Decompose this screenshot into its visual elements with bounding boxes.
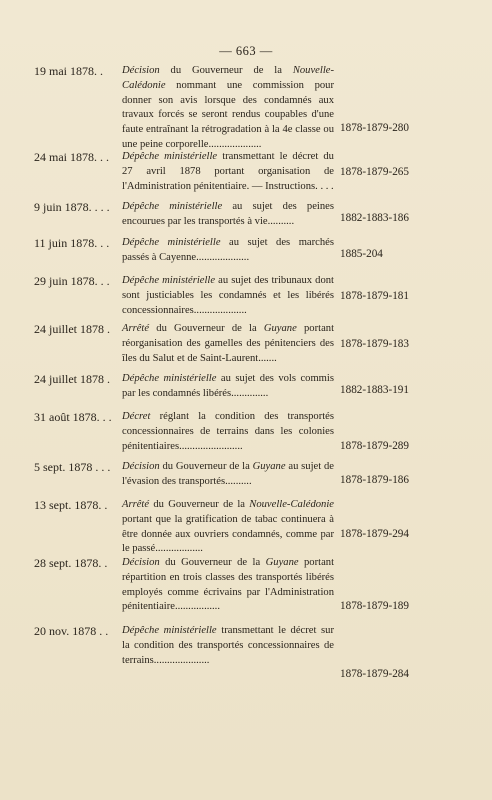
entry-reference: 1878-1879-186 (340, 474, 409, 486)
entry-reference: 1878-1879-294 (340, 528, 409, 540)
entry-italic-term: Décision (122, 65, 160, 76)
entry-date: 11 juin 1878. . . (34, 236, 110, 250)
entry-description (122, 64, 334, 153)
entry-description (122, 624, 334, 668)
entry-description (122, 322, 334, 366)
entry-italic-term: Guyane (265, 557, 299, 568)
entry-italic-term: Dépêche ministérielle (122, 373, 217, 384)
entry-date: 24 juillet 1878 . (34, 372, 110, 386)
entry-italic-term: Arrêté (122, 323, 150, 334)
entry-date: 24 mai 1878. . . (34, 150, 109, 164)
entry-reference: 1878-1879-280 (340, 122, 409, 134)
entry-italic-term: Décision (122, 557, 160, 568)
entry-text: portant réorganisation des gamelles des pénitenciers des îles du Salut et de Saint-Laurent....... (122, 323, 335, 364)
entry-text: portant que la gratification de tabac continuera à être donnée aux ouvriers condamnés, comme par le passé.................. (122, 513, 334, 555)
entry-reference: 1882-1883-186 (340, 212, 409, 224)
entry-date: 13 sept. 1878. . (34, 498, 108, 512)
entry-text: portant répartition en trois classes des transportés libérés employés comme écrivains par l'Administration pénitentiaire................. (122, 557, 335, 613)
entry-italic-term: Dépêche ministérielle (122, 275, 216, 286)
entry-date: 29 juin 1878. . . (34, 274, 110, 288)
entry-reference: 1878-1879-265 (340, 166, 409, 178)
entry-reference: 1882-1883-191 (340, 384, 409, 396)
entry-text: du Gouverneur de la (159, 65, 293, 76)
entry-italic-term: Dépêche ministérielle (122, 237, 221, 248)
entry-italic-term: Arrêté (122, 499, 150, 510)
entry-reference: 1878-1879-284 (340, 668, 409, 680)
entry-reference: 1885-204 (340, 248, 383, 260)
entry-reference: 1878-1879-183 (340, 338, 409, 350)
entry-description (122, 556, 334, 615)
entry-description (122, 460, 334, 490)
entry-reference: 1878-1879-289 (340, 440, 409, 452)
entry-description (122, 236, 334, 266)
entry-italic-term: Nouvelle-Calédonie (249, 499, 334, 510)
entry-text: du Gouverneur de la (159, 557, 266, 568)
entry-date: 20 nov. 1878 . . (34, 624, 109, 638)
entry-date: 31 août 1878. . . (34, 410, 112, 424)
entry-description (122, 274, 334, 318)
entry-description (122, 150, 334, 194)
entry-date: 24 juillet 1878 . (34, 322, 110, 336)
entry-description (122, 410, 334, 454)
entry-description (122, 372, 334, 402)
entry-date: 9 juin 1878. . . . (34, 200, 110, 214)
entry-date: 28 sept. 1878. . (34, 556, 108, 570)
entry-description (122, 498, 334, 557)
entry-reference: 1878-1879-181 (340, 290, 409, 302)
entry-text: transmettant le décret du 27 avril 1878 portant organisation de l'Administration pénitentiaire. — Instructions. . . . (122, 151, 334, 192)
entry-date: 19 mai 1878. . (34, 64, 103, 78)
entry-text: au sujet des peines encourues par les transportés à vie.......... (122, 201, 334, 227)
entry-italic-term: Dépêche ministérielle (122, 201, 223, 212)
entry-date: 5 sept. 1878 . . . (34, 460, 111, 474)
entry-text: au sujet des marchés passés à Cayenne.................... (122, 237, 334, 263)
entry-italic-term: Décret (122, 411, 151, 422)
entry-text: réglant la condition des transportés concessionnaires de terrains dans les colonies pénitentiaires........................ (122, 411, 334, 452)
entry-text: nommant une commission pour donner son avis lorsque des condamnés aux travaux forcés se seront rendus coupables d'une faute entraînant la rétrogradation à la 4e classe ou une peine corporelle.................... (122, 79, 334, 150)
entry-text: du Gouverneur de la (159, 461, 253, 472)
entry-italic-term: Guyane (252, 461, 286, 472)
entry-text: au sujet des vols commis par les condamnés libérés.............. (122, 373, 334, 399)
entry-italic-term: Nouvelle-Calédonie (122, 65, 334, 91)
entry-text: transmettant le décret sur la condition des transportés concessionnaires de terrains..................... (122, 625, 334, 666)
entry-text: du Gouverneur de la (149, 499, 250, 510)
entry-reference: 1878-1879-189 (340, 600, 409, 612)
entry-italic-term: Dépêche ministérielle (122, 625, 217, 636)
entry-italic-term: Décision (122, 461, 160, 472)
entry-text: au sujet des tribunaux dont sont justiciables les condamnés et les libérés concessionnaires.................... (122, 275, 334, 316)
entry-italic-term: Dépêche ministérielle (122, 151, 218, 162)
entry-description (122, 200, 334, 230)
entry-italic-term: Guyane (263, 323, 297, 334)
entry-text: au sujet de l'évasion des transportés.......... (122, 461, 335, 487)
entry-text: du Gouverneur de la (149, 323, 264, 334)
page-number: — 663 — (219, 44, 273, 58)
